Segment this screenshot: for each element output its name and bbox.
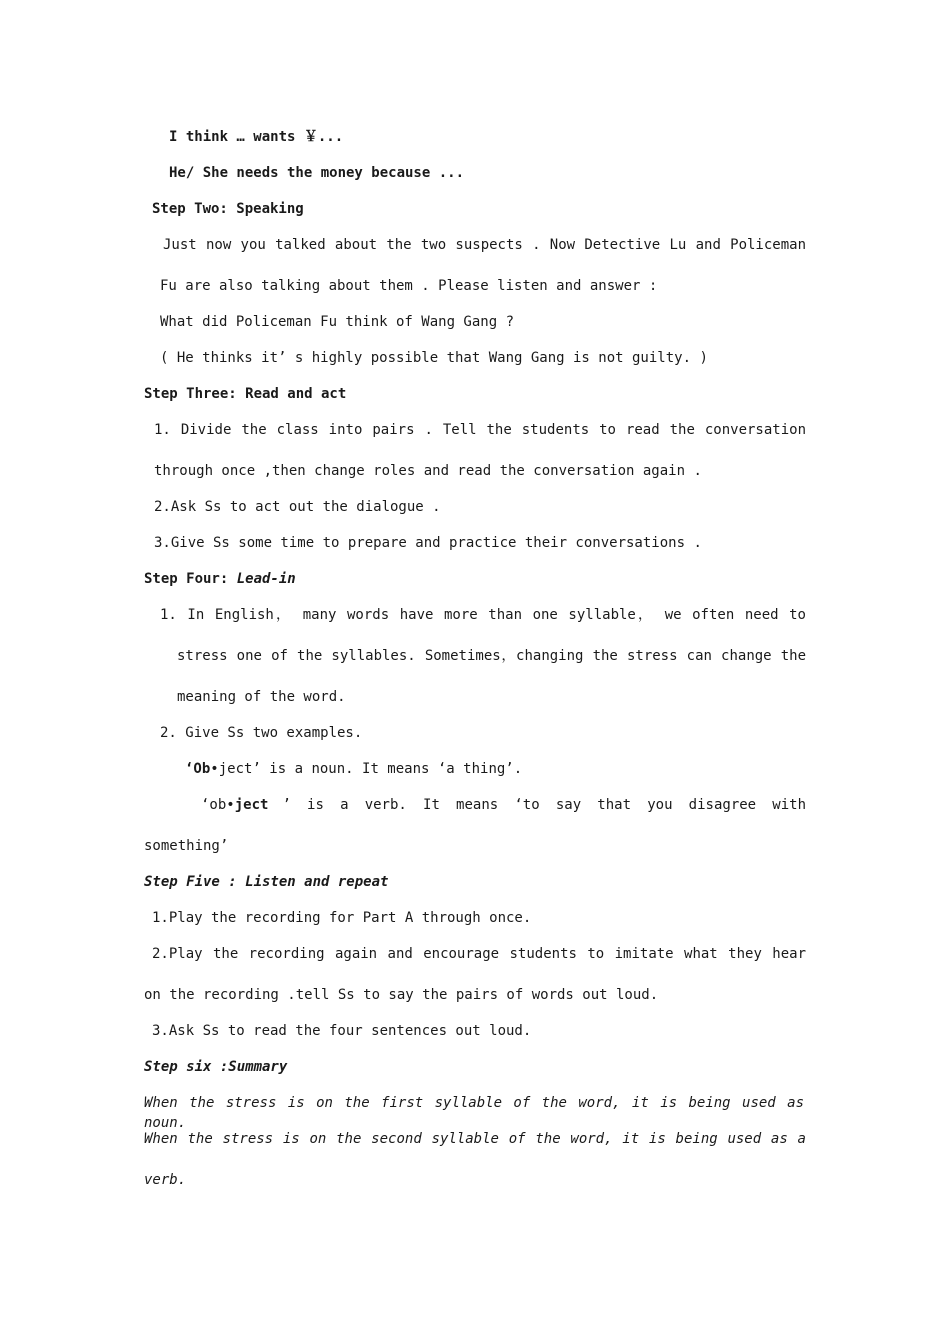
text-line: 1. Divide the class into pairs . Tell the students to read the conversation [154, 422, 806, 438]
text-line: 3.Ask Ss to read the four sentences out loud. [152, 1023, 532, 1039]
example-text: •ject’ is a noun. It means ‘a thing’. [210, 761, 523, 777]
text-line: 3.Give Ss some time to prepare and practice their conversations . [154, 535, 702, 551]
text-line: stress one of the syllables. Sometimes，changing the stress can change the [177, 648, 806, 664]
summary-line: When the stress is on the second syllable of the word, it is being used as a [144, 1131, 806, 1147]
step-five-heading: Step Five : Listen and repeat [144, 874, 389, 890]
text-line: 1. In English， many words have more than one syllable， we often need to [160, 607, 806, 623]
text-line: something’ [144, 838, 229, 854]
text-line: on the recording .tell Ss to say the pairs of words out loud. [144, 987, 659, 1003]
text-line: He/ She needs the money because ... [169, 165, 465, 181]
summary-line: When the stress is on the first syllable of the word, it is being used as noun. [144, 1095, 804, 1131]
example-line [201, 795, 806, 815]
heading-prefix: Step Four: [144, 571, 237, 587]
text-line: 2.Play the recording again and encourage students to imitate what they hear [152, 946, 806, 962]
stressed-syllable: ject [234, 797, 269, 813]
text-line: Just now you talked about the two suspects . Now Detective Lu and Policeman [163, 237, 806, 253]
text-line: I think … wants ￥... [169, 129, 344, 145]
text-line: 1.Play the recording for Part A through once. [152, 910, 532, 926]
text-line: Fu are also talking about them . Please listen and answer : [160, 278, 658, 294]
stressed-syllable: ‘Ob [185, 761, 211, 777]
example-prefix: ‘ob• [201, 797, 235, 813]
text-line: ( He thinks it’ s highly possible that Wang Gang is not guilty. ) [160, 350, 708, 366]
text-line: through once ,then change roles and read the conversation again . [154, 463, 702, 479]
text-line: 2.Ask Ss to act out the dialogue . [154, 499, 441, 515]
step-six-heading: Step six :Summary [144, 1059, 288, 1075]
example-line [185, 759, 522, 779]
step-four-heading [144, 569, 296, 589]
step-three-heading: Step Three: Read and act [144, 386, 347, 402]
text-line: 2. Give Ss two examples. [160, 725, 363, 741]
step-two-heading: Step Two: Speaking [152, 201, 304, 217]
heading-emphasis: Lead-in [236, 571, 296, 587]
text-line: What did Policeman Fu think of Wang Gang ? [160, 314, 515, 330]
text-line: meaning of the word. [177, 689, 346, 705]
example-text: ’ is a verb. It means ‘to say that you disagree with [282, 797, 806, 813]
summary-line: verb. [144, 1172, 187, 1188]
